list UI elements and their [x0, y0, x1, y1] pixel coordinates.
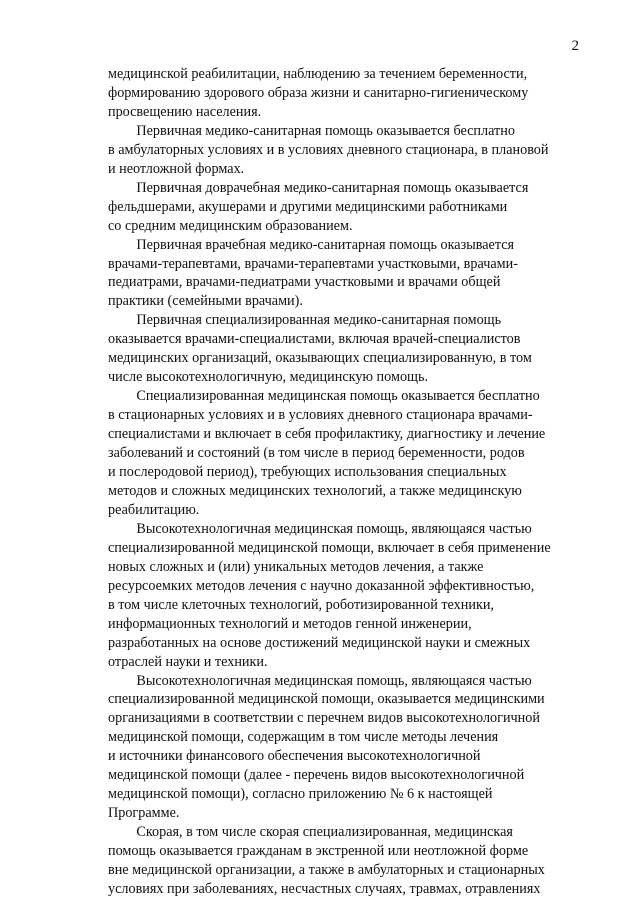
- page-number: 2: [571, 38, 579, 54]
- body-text: медицинской реабилитации, наблюдению за течением беременности, формированию здорового образа жизни и санитарно-гигиеническому просвещению населения. Первичная медико-санитарная помощь оказывается бесплатно в амбулаторных условиях и в условиях дневного стационара, в плановой и неотложной формах. Первичная доврачебная медико-санитарная помощь оказывается фельдшерами, акушерами и другими медицинскими работниками со средним медицинским образованием. Первичная врачебная медико-санитарная помощь оказывается врачами-терапевтами, врачами-терапевтами участковыми, врачами- педиатрами, врачами-педиатрами участковыми и врачами общей практики (семейными врачами). Первичная специализированная медико-санитарная помощь оказывается врачами-специалистами, включая врачей-специалистов медицинских организаций, оказывающих специализированную, в том числе высокотехнологичную, медицинскую помощь. Специализированная медицинская помощь оказывается бесплатно в стационарных условиях и в условиях дневного стационара врачами- специалистами и включает в себя профилактику, диагностику и лечение заболеваний и состояний (в том числе в период беременности, родов и послеродовой период), требующих использования специальных методов и сложных медицинских технологий, а также медицинскую реабилитацию. Высокотехнологичная медицинская помощь, являющаяся частью специализированной медицинской помощи, включает в себя применение новых сложных и (или) уникальных методов лечения, а также ресурсоемких методов лечения с научно доказанной эффективностью, в том числе клеточных технологий, роботизированной техники, информационных технологий и методов генной инженерии, разработанных на основе достижений медицинской науки и смежных отраслей науки и техники. Высокотехнологичная медицинская помощь, являющаяся частью специализированной медицинской помощи, оказывается медицинскими организациями в соответствии с перечнем видов высокотехнологичной медицинской помощи, содержащим в том числе методы лечения и источники финансового обеспечения высокотехнологичной медицинской помощи (далее - перечень видов высокотехнологичной медицинской помощи), согласно приложению № 6 к настоящей Программе. Скорая, в том числе скорая специализированная, медицинская помощь оказывается гражданам в экстренной или неотложной форме вне медицинской организации, а также в амбулаторных и стационарных условиях при заболеваниях, несчастных случаях, травмах, отравлениях: [108, 66, 551, 897]
